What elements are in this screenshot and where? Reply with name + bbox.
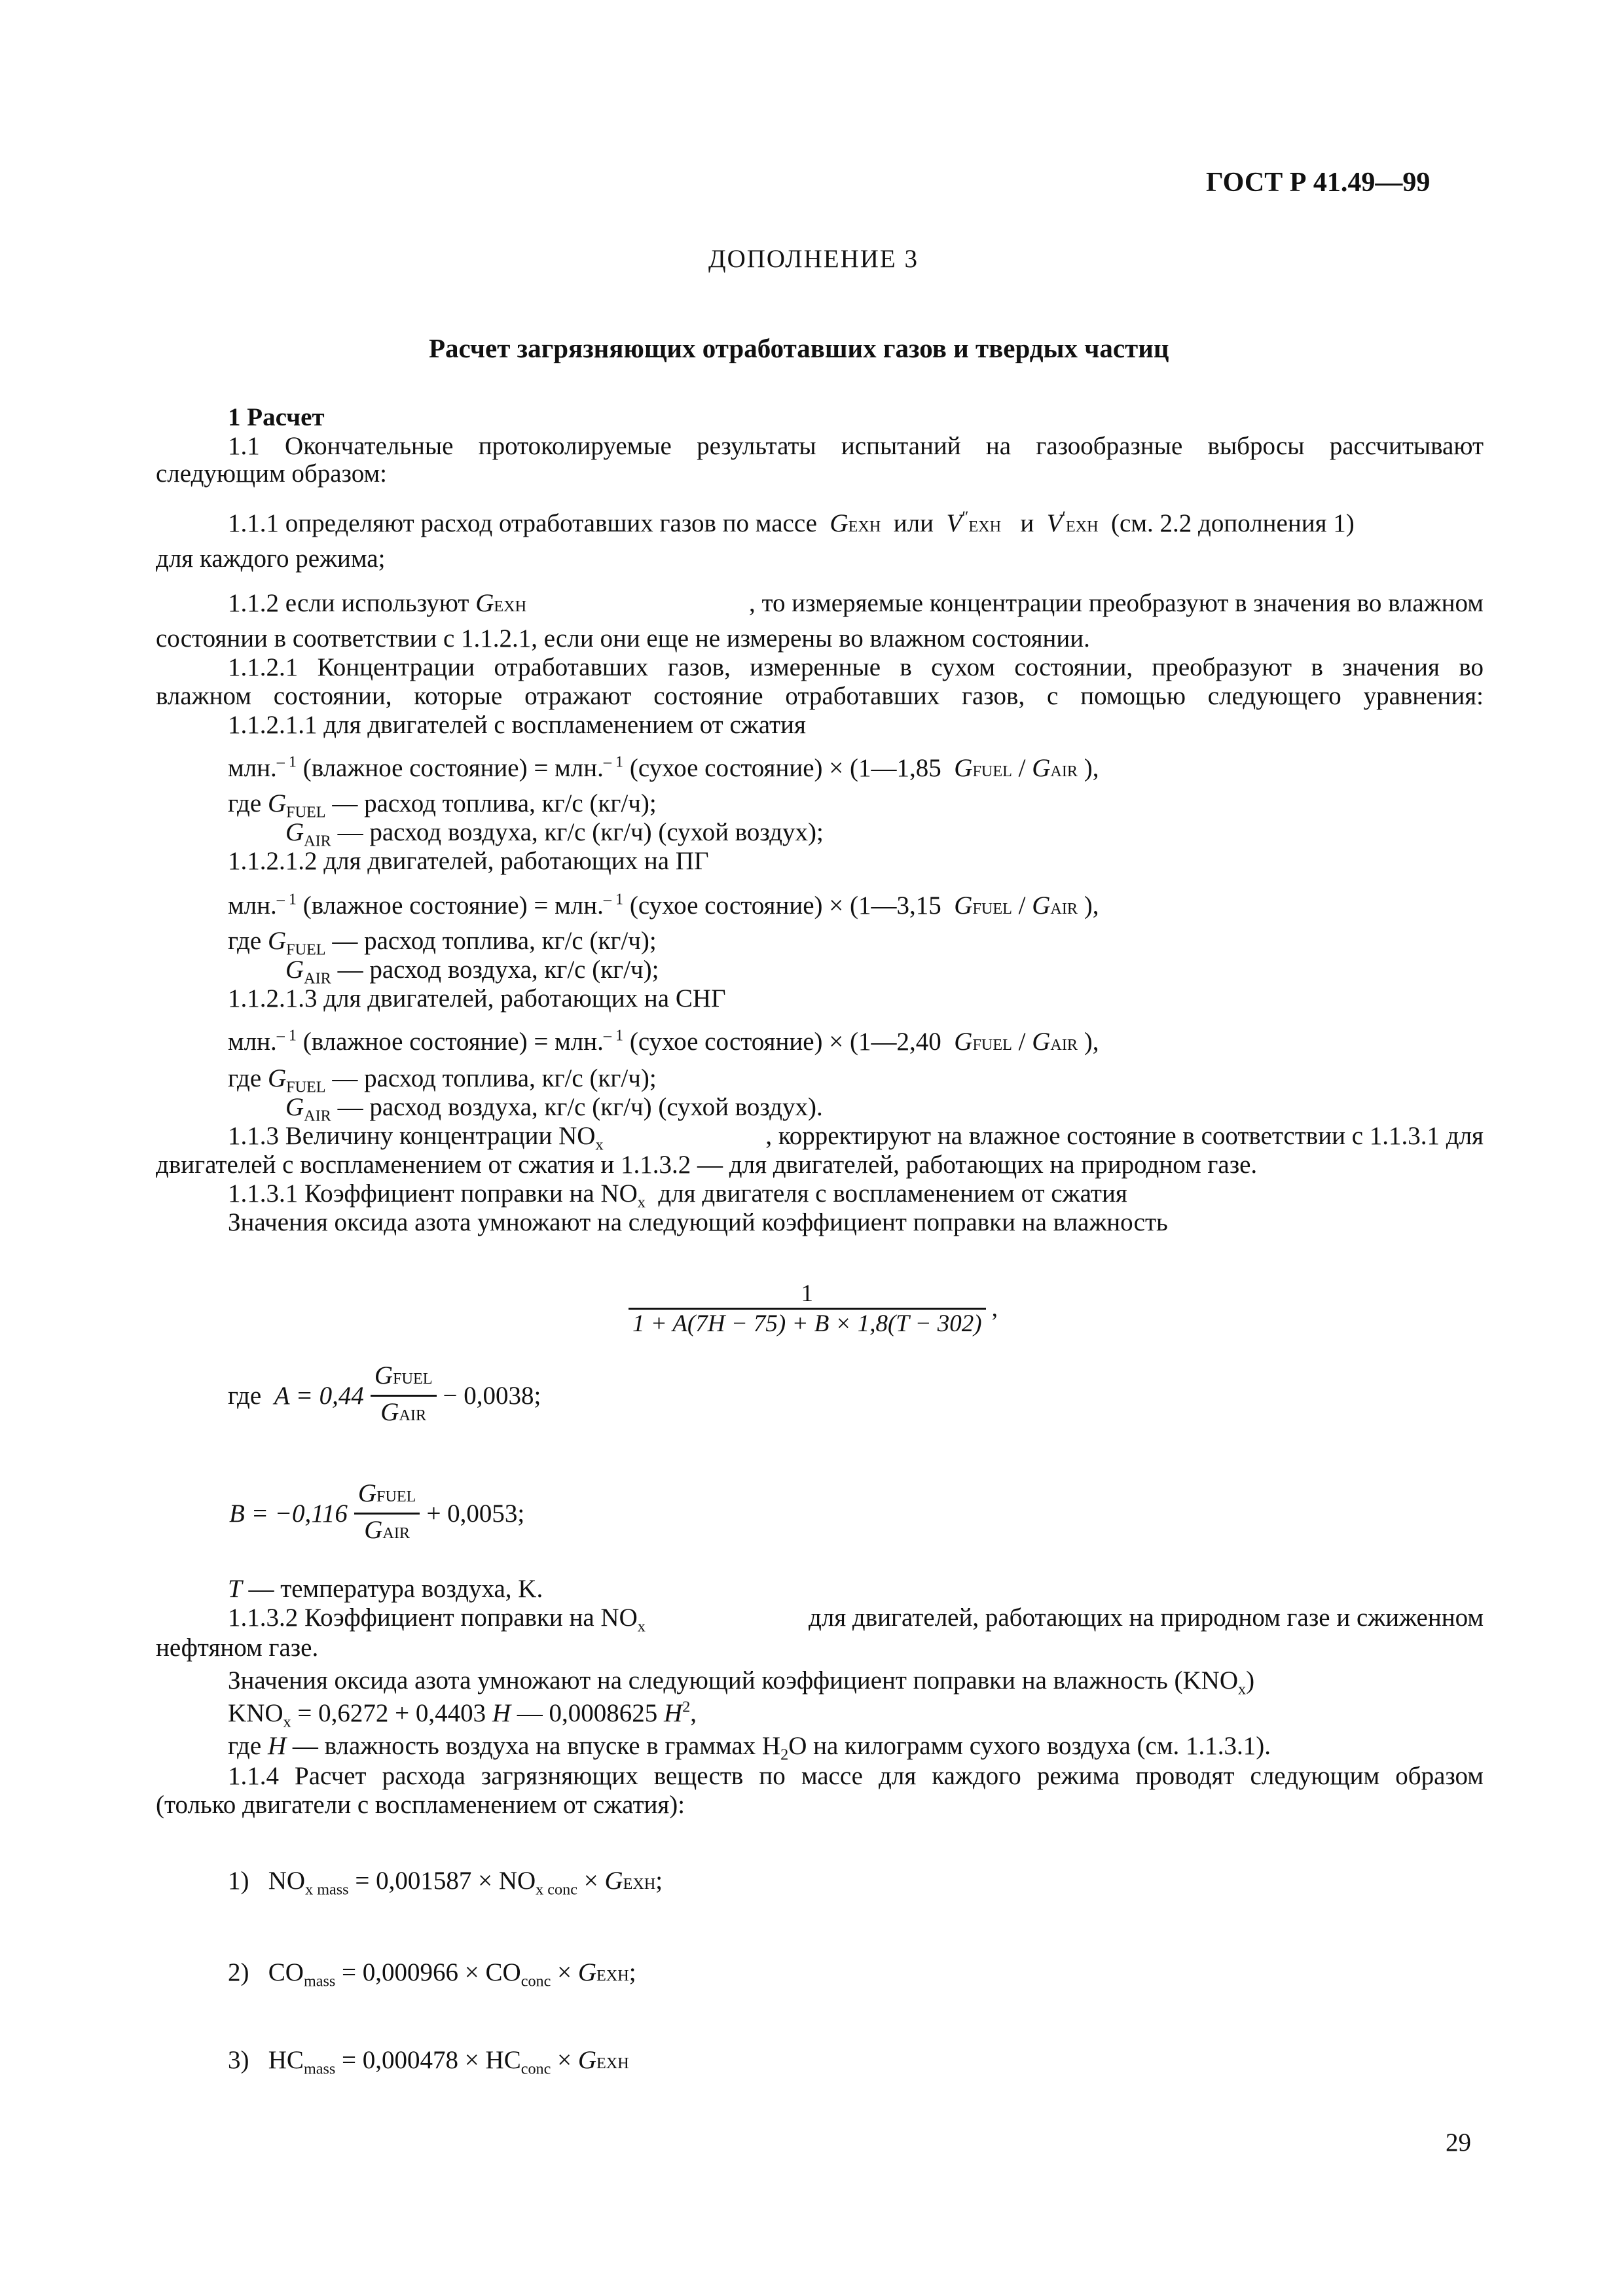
paragraph-1-1-3-2-line1: 1.1.3.2 Коэффициент поправки на $NO_x$ для двигателей, работающих на природном газе и сжиженном <box>228 1604 1484 1636</box>
section-heading: 1 Расчет <box>228 403 325 431</box>
equation-wet-dry-3: млн.$^{- 1}$ (влажное состояние) = млн.$^{- 1}$ (сухое состояние) × (1—2,40 GFUEL / GAIR ), <box>228 1026 1099 1056</box>
paragraph-1-1-3-line1: 1.1.3 Величину концентрации $NO_x$ , корректируют на влажное состояние в соответствии с 1.1.3.1 для <box>228 1122 1484 1154</box>
paragraph-1-1-2-line1: 1.1.2 если используют GEXH , то измеряемые концентрации преобразуют в значения во влажном <box>228 589 1484 617</box>
heading-1-1-2-1-3: 1.1.2.1.3 для двигателей, работающих на СНГ <box>228 984 726 1013</box>
formula-b: B = −0,116 $\frac{\text{GFUEL}}{\text{GAIR}}$ + 0,0053; <box>229 1479 525 1544</box>
formula-k-numerator: 1 <box>629 1280 986 1310</box>
where-fuel-2: где $G_{FUEL}$ — расход топлива, кг/с (кг/ч); <box>228 927 657 959</box>
formula-kno: $KNO_x = 0,6272 + 0,4403$ H — 0,0008625 $H^2$, <box>228 1698 697 1731</box>
page-title: Расчет загрязняющих отработавших газов и твердых частиц <box>429 333 1169 363</box>
formula-a: где A = 0,44 $\frac{\text{GFUEL}}{\text{GAIR}}$ − 0,0038; <box>228 1361 541 1426</box>
humidity-definition: где H — влажность воздуха на впуске в граммах $H_2O$ на килограмм сухого воздуха (см. 1.1.3.1). <box>228 1732 1271 1764</box>
formula-k-fraction: $\frac{1}{1 + A(7H - 75) + B \times 1,8(T - 302)}$ , <box>629 1280 998 1338</box>
appendix-label: ДОПОЛНЕНИЕ 3 <box>708 245 919 273</box>
paragraph-1-1-4-line1: 1.1.4 Расчет расхода загрязняющих веществ по массе для каждого режима проводят следующим образом <box>228 1762 1484 1790</box>
paragraph-1-1-3-1-line2: Значения оксида азота умножают на следующий коэффициент поправки на влажность <box>228 1208 1168 1236</box>
paragraph-1-1-2-line2: состоянии в соответствии с 1.1.2.1, если они еще не измерены во влажном состоянии. <box>156 624 1090 653</box>
heading-1-1-2-1-1: 1.1.2.1.1 для двигателей с воспламенением от сжатия <box>228 711 806 739</box>
temperature-definition: T — температура воздуха, K. <box>228 1575 543 1603</box>
paragraph-1-1-1-line1: 1.1.1 определяют расход отработавших газов по массе GEXH или V″EXH и V′EXH (см. 2.2 дополнения 1) <box>228 508 1355 537</box>
mass-equation-nox: 1) $NO_{x mass} = 0,001587 \times NO_{x conc}$ × GEXH; <box>228 1867 663 1899</box>
document-code: ГОСТ Р 41.49—99 <box>1206 168 1431 198</box>
mass-equation-co: 2) $CO_{mass} = 0,000966 \times CO_{conc}$ × GEXH; <box>228 1958 636 1990</box>
where-fuel-3: где $G_{FUEL}$ — расход топлива, кг/с (кг/ч); <box>228 1064 657 1096</box>
mass-equation-hc: 3) $HC_{mass} = 0,000478 \times HC_{conc}$ × GEXH <box>228 2046 629 2078</box>
paragraph-1-1-3-2-line3: Значения оксида азота умножают на следующий коэффициент поправки на влажность $(KNO_x)$ <box>228 1666 1255 1698</box>
paragraph-1-1-line1: 1.1 Окончательные протоколируемые результаты испытаний на газообразные выбросы рассчитывают <box>228 432 1484 460</box>
equation-wet-dry-2: млн.$^{- 1}$ (влажное состояние) = млн.$^{- 1}$ (сухое состояние) × (1—3,15 GFUEL / GAIR ), <box>228 890 1099 920</box>
paragraph-1-1-4-line2: (только двигатели с воспламенением от сжатия): <box>156 1791 685 1819</box>
heading-1-1-2-1-2: 1.1.2.1.2 для двигателей, работающих на ПГ <box>228 847 709 875</box>
where-fuel-1: где $G_{FUEL}$ — расход топлива, кг/с (кг/ч); <box>228 789 657 821</box>
paragraph-1-1-2-1-line1: 1.1.2.1 Концентрации отработавших газов, измеренные в сухом состоянии, преобразуют в значения во <box>228 653 1484 681</box>
where-air-1: $G_{AIR}$ — расход воздуха, кг/с (кг/ч) (сухой воздух); <box>285 818 824 850</box>
formula-k-denominator: 1 + A(7H − 75) + B × 1,8(T − 302) <box>632 1310 982 1337</box>
paragraph-1-1-line2: следующим образом: <box>156 459 387 488</box>
where-air-2: $G_{AIR}$ — расход воздуха, кг/с (кг/ч); <box>285 956 659 988</box>
page-number: 29 <box>1446 2128 1471 2157</box>
where-air-3: $G_{AIR}$ — расход воздуха, кг/с (кг/ч) (сухой воздух). <box>285 1093 823 1125</box>
paragraph-1-1-1-line2: для каждого режима; <box>156 545 386 573</box>
paragraph-1-1-3-1-line1: 1.1.3.1 Коэффициент поправки на $NO_x$ для двигателя с воспламенением от сжатия <box>228 1179 1127 1211</box>
paragraph-1-1-3-2-line2: нефтяном газе. <box>156 1634 319 1662</box>
paragraph-1-1-3-line2: двигателей с воспламенением от сжатия и 1.1.3.2 — для двигателей, работающих на природном газе. <box>156 1151 1258 1179</box>
equation-wet-dry-1: млн.$^{- 1}$ (влажное состояние) = млн.$^{- 1}$ (сухое состояние) × (1—1,85 GFUEL / GAIR ), <box>228 753 1099 782</box>
paragraph-1-1-2-1-line2: влажном состоянии, которые отражают состояние отработавших газов, с помощью следующего уравнения: <box>156 682 1484 710</box>
